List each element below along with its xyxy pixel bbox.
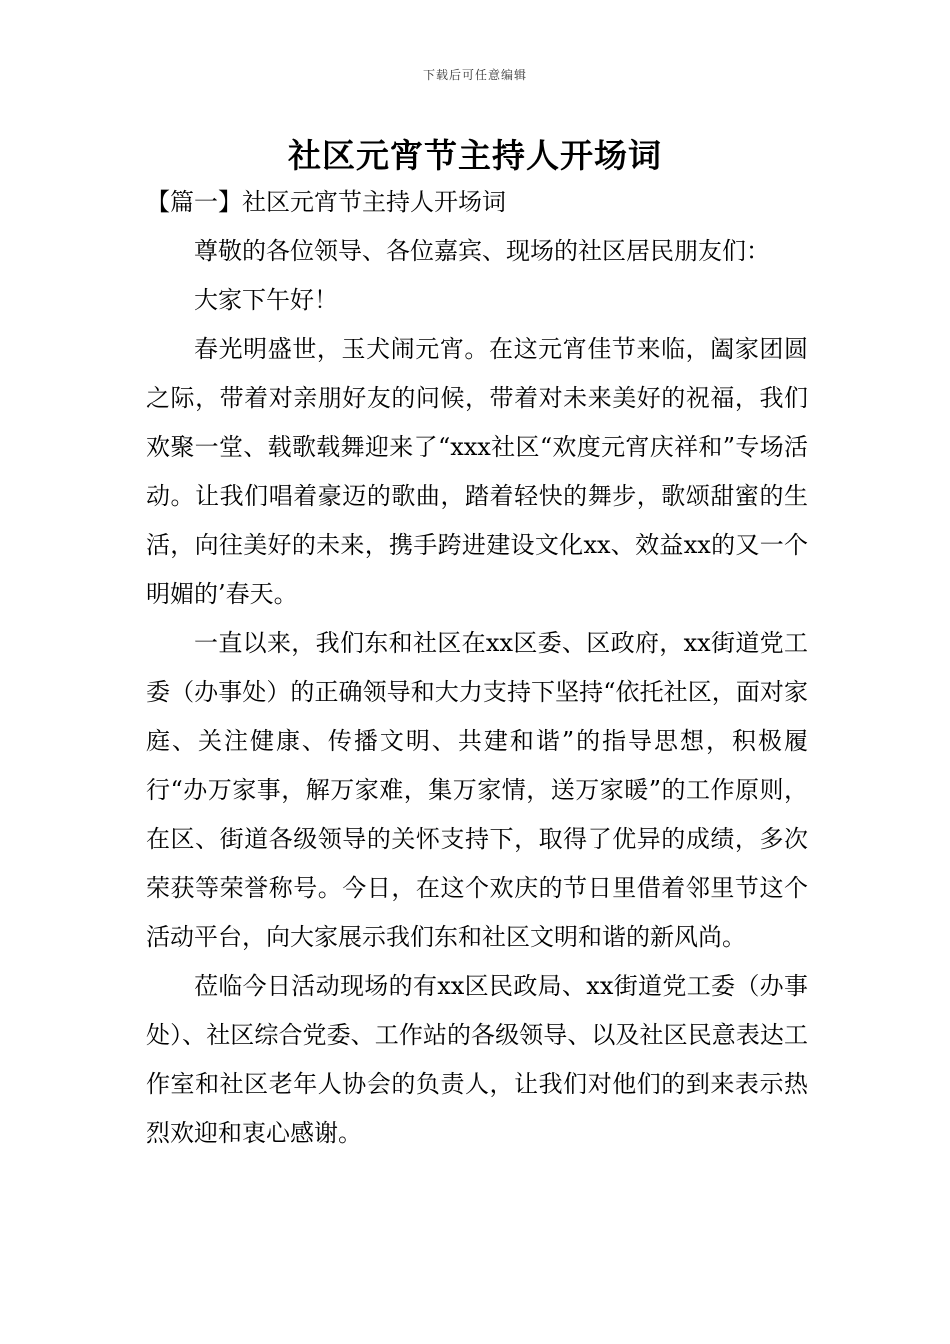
- salutation-paragraph: 大家下午好！: [194, 286, 338, 314]
- greeting-paragraph: 尊敬的各位领导、各位嘉宾、现场的社区居民朋友们：: [194, 237, 770, 265]
- body-paragraph: 莅临今日活动现场的有xx区民政局、xx街道党工委（办事处）、社区综合党委、工作站的各级领导、以及社区民意表达工作室和社区老年人协会的负责人，让我们对他们的到来表示热烈欢迎和衷心感谢。: [146, 972, 808, 1147]
- document-title: 社区元宵节主持人开场词: [288, 136, 662, 175]
- body-paragraph: 一直以来，我们东和社区在xx区委、区政府，xx街道党工委（办事处）的正确领导和大力支持下坚持“依托社区，面对家庭、关注健康、传播文明、共建和谐”的指导思想，积极履行“办万家事，解万家难，集万家情，送万家暖”的工作原则，在区、街道各级领导的关怀支持下，取得了优异的成绩，多次荣获等荣誉称号。今日，在这个欢庆的节日里借着邻里节这个活动平台，向大家展示我们东和社区文明和谐的新风尚。: [146, 629, 808, 951]
- body-paragraph: 春光明盛世，玉犬闹元宵。在这元宵佳节来临，阖家团圆之际，带着对亲朋好友的问候，带着对未来美好的祝福，我们欢聚一堂、载歌载舞迎来了“xxx社区“欢度元宵庆祥和”专场活动。让我们唱着豪迈的歌曲，踏着轻快的舞步，歌颂甜蜜的生活，向往美好的未来，携手跨进建设文化xx、效益xx的又一个明媚的’春天。: [146, 335, 808, 608]
- header-note: 下载后可任意编辑: [422, 68, 527, 82]
- section-heading: 【篇一】社区元宵节主持人开场词: [146, 188, 506, 216]
- document-body: [146, 178, 808, 1158]
